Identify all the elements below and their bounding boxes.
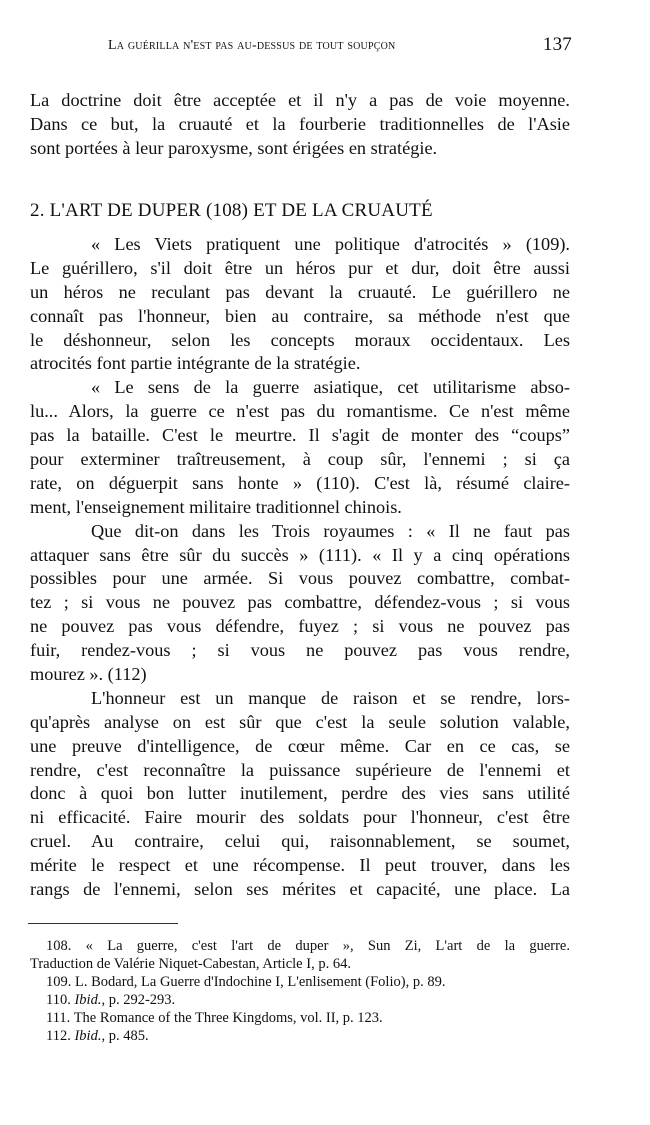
text-line: une preuve d'intelligence, de cœur même. Car en ce cas, se [30,735,570,756]
footnote [30,937,570,955]
footnote-number: 109. [46,974,72,990]
text-line: Dans ce but, la cruauté et la fourberie traditionnelles de l'Asie [30,114,570,134]
page-number: 137 [542,34,572,55]
footnote-ibid: Ibid. [74,1028,102,1044]
text-line: La doctrine doit être acceptée et il n'y a pas de voie moyenne. [30,90,570,110]
text-line: Que dit-on dans les Trois royaumes : « Il ne faut pas [91,520,570,541]
intro-paragraph [30,88,570,160]
footnote-rule [28,923,178,924]
footnote-text: , p. 485. [101,1028,149,1044]
footnote [30,973,570,991]
text-line: ni efficacité. Faire mourir des soldats pour l'honneur, c'est être [30,807,570,828]
footnote [30,991,570,1009]
text-line: fuir, rendez-vous ; si vous ne pouvez pas vous rendre, [30,640,570,661]
text-line: un héros ne reculant pas devant la cruauté. Le guérillero ne [30,281,570,302]
text-line: rate, on déguerpit sans honte » (110). C'est là, résumé claire- [30,472,570,493]
text-line: cruel. Au contraire, celui qui, raisonnablement, se soumet, [30,831,570,852]
text-line: le déshonneur, selon les concepts moraux occidentaux. Les [30,329,570,350]
text-line: donc à quoi bon lutter inutilement, perdre des vies sans utilité [30,783,570,804]
text-line: pas la bataille. C'est le meurtre. Il s'agit de monter des “coups” [30,425,570,446]
footnote-text: The Romance of the Three Kingdoms, vol. II, p. 123. [73,1010,383,1026]
footnote [30,955,570,973]
text-line: Le guérillero, s'il doit être un héros pur et dur, doit être aussi [30,257,570,278]
footnote-text: , p. 292-293. [101,992,176,1008]
text-line: « Les Viets pratiquent une politique d'atrocités » (109). [91,234,570,254]
footnote-text: « La guerre, c'est l'art de duper », Sun Zi, L'art de la guerre. [85,938,570,954]
text-line: ment, l'enseignement militaire traditionnel chinois. [30,496,402,517]
text-line: tez ; si vous ne pouvez pas combattre, défendez-vous ; si vous [30,592,570,613]
text-line: qu'après analyse on est sûr que c'est la seule solution valable, [30,711,570,732]
footnote-text: L. Bodard, La Guerre d'Indochine I, L'enlisement (Folio), p. 89. [75,974,446,990]
footnote-number: 110. [46,992,71,1008]
text-line: pour exterminer traîtreusement, à coup sûr, l'ennemi ; si ça [30,449,570,470]
text-line: connaît pas l'honneur, bien au contraire, sa méthode n'est que [30,305,570,326]
text-line: ne pouvez pas vous défendre, fuyez ; si vous ne pouvez pas [30,616,570,637]
section-heading: 2. L'ART DE DUPER (108) ET DE LA CRUAUTÉ [30,200,433,221]
text-line: lu... Alors, la guerre ce n'est pas du romantisme. Ce n'est même [30,401,570,422]
text-line: L'honneur est un manque de raison et se rendre, lors- [91,687,570,708]
text-line: mourez ». (112) [30,664,147,685]
text-line: rendre, c'est reconnaître la puissance supérieure de l'ennemi et [30,759,570,780]
footnote-number: 112. [46,1028,71,1044]
footnote-text: Traduction de Valérie Niquet-Cabestan, Article I, p. 64. [30,956,351,972]
text-line: « Le sens de la guerre asiatique, cet utilitarisme abso- [91,377,570,398]
body-text [30,233,570,902]
text-line: atrocités font partie intégrante de la stratégie. [30,353,361,374]
footnote-number: 111. [46,1010,71,1026]
text-line: attaquer sans être sûr du succès » (111). « Il y a cinq opérations [30,544,570,565]
footnotes [30,937,570,1045]
footnote [30,1027,570,1045]
text-line: mérite le respect et une récompense. Il peut trouver, dans les [30,855,570,876]
running-header [108,34,572,55]
text-line: possibles pour une armée. Si vous pouvez combattre, combat- [30,568,570,589]
text-line: rangs de l'ennemi, selon ses mérites et capacité, une place. La [30,879,570,900]
footnote [30,1009,570,1027]
footnote-ibid: Ibid. [74,992,102,1008]
running-title: La guérilla n'est pas au-dessus de tout soupçon [108,38,396,53]
text-line: sont portées à leur paroxysme, sont érigées en stratégie. [30,138,438,158]
footnote-number: 108. [46,938,72,954]
